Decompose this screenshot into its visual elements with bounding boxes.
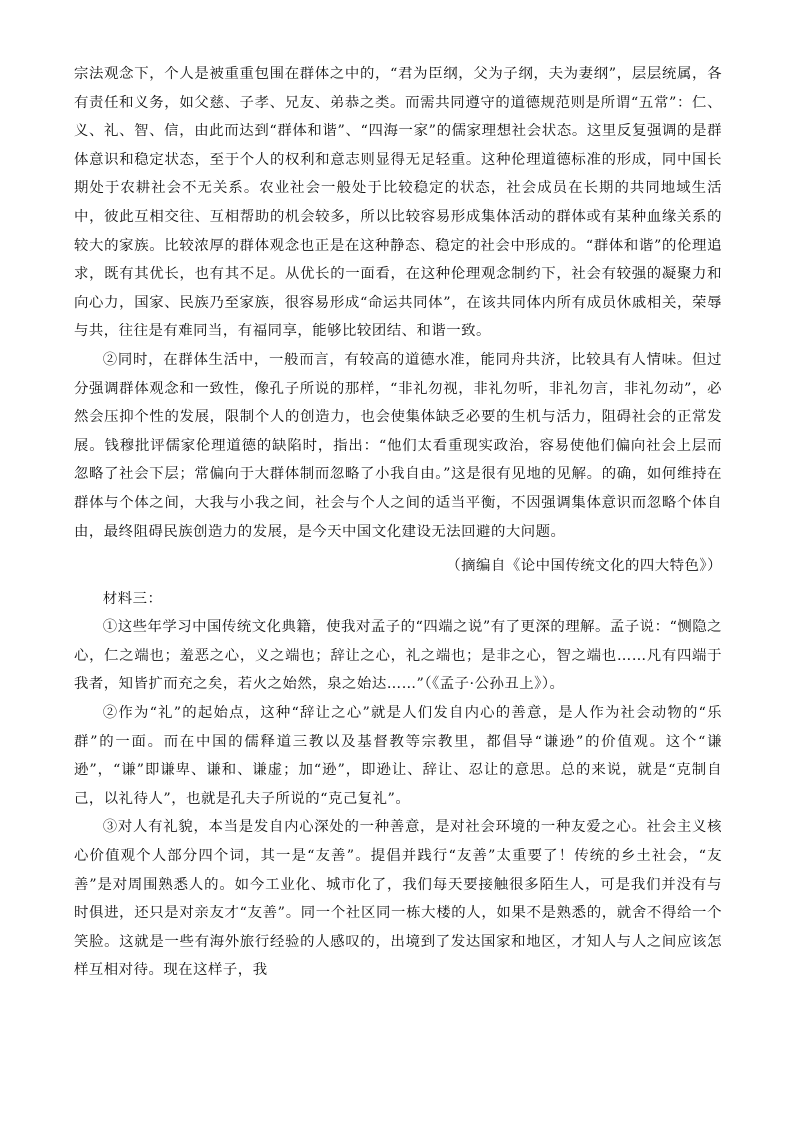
paragraph-material3-2: ②作为“礼”的起始点，这种“辞让之心”就是人们发自内心的善意，是人作为社会动物的“乐群”的一面。而在中国的儒释道三教以及基督教等宗教里，都倡导“谦逊”的价值观。这个“谦逊”，“谦”即谦卑、谦和、谦虚；加“逊”，即逊让、辞让、忍让的意思。总的来说，就是“克制自己，以礼待人”，也就是孔夫子所说的“克己复礼”。: [74, 705, 722, 807]
paragraph-material3-3: ③对人有礼貌，本当是发自内心深处的一种善意，是对社会环境的一种友爱之心。社会主义核心价值观个人部分四个词，其一是“友善”。提倡并践行“友善”太重要了！传统的乡土社会，“友善”是对周围熟悉人的。如今工业化、城市化了，我们每天要接触很多陌生人，可是我们并没有与时俱进，还只是对亲友才“友善”。同一个社区同一栋大楼的人，如果不是熟悉的，就舍不得给一个笑脸。这就是一些有海外旅行经验的人感叹的，出境到了发达国家和地区，才知人与人之间应该怎样互相对待。现在这样子，我: [74, 819, 722, 979]
source-citation: （摘编自《论中国传统文化的四大特色》）: [446, 558, 722, 575]
paragraph-2: ②同时，在群体生活中，一般而言，有较高的道德水准，能同舟共济，比较具有人情味。但过分强调群体观念和一致性，像孔子所说的那样，“非礼勿视，非礼勿听，非礼勿言，非礼勿动”，必然会压抑个性的发展，限制个人的创造力，也会使集体缺乏必要的生机与活力，阻碍社会的正常发展。钱穆批评儒家伦理道德的缺陷时，指出：“他们太看重现实政治，容易使他们偏向社会上层而忽略了社会下层；常偏向于大群体制而忽略了小我自由。”这是很有见地的见解。的确，如何维持在群体与个体之间，大我与小我之间，社会与个人之间的适当平衡，不因强调集体意识而忽略个体自由，最终阻碍民族创造力的发展，是今天中国文化建设无法回避的大问题。: [74, 351, 722, 540]
paragraph-continued: 宗法观念下，个人是被重重包围在群体之中的，“君为臣纲，父为子纲，夫为妻纲”，层层统属，各有责任和义务，如父慈、子孝、兄友、弟恭之类。而需共同遵守的道德规范则是所谓“五常”：仁、义、礼、智、信，由此而达到“群体和谐”、“四海一家”的儒家理想社会状态。这里反复强调的是群体意识和稳定状态，至于个人的权利和意志则显得无足轻重。这种伦理道德标准的形成，同中国长期处于农耕社会不无关系。农业社会一般处于比较稳定的状态，社会成员在长期的共同地域生活中，彼此互相交往、互相帮助的机会较多，所以比较容易形成集体活动的群体或有某种血缘关系的较大的家族。比较浓厚的群体观念也正是在这种静态、稳定的社会中形成的。“群体和谐”的伦理追求，既有其优长，也有其不足。从优长的一面看，在这种伦理观念制约下，社会有较强的凝聚力和向心力，国家、民族乃至家族，很容易形成“命运共同体”，在该共同体内所有成员休戚相关，荣辱与共，往往是有难同当，有福同享，能够比较团结、和谐一致。: [74, 66, 722, 340]
material-three-label: 材料三：: [102, 590, 163, 607]
document-page: [74, 60, 722, 985]
paragraph-material3-1: ①这些年学习中国传统文化典籍，使我对孟子的“四端之说”有了更深的理解。孟子说：“恻隐之心，仁之端也；羞恶之心，义之端也；辞让之心，礼之端也；是非之心，智之端也……凡有四端于我者，知皆扩而充之矣，若火之始然，泉之始达……”（《孟子·公孙丑上》）。: [74, 619, 722, 693]
